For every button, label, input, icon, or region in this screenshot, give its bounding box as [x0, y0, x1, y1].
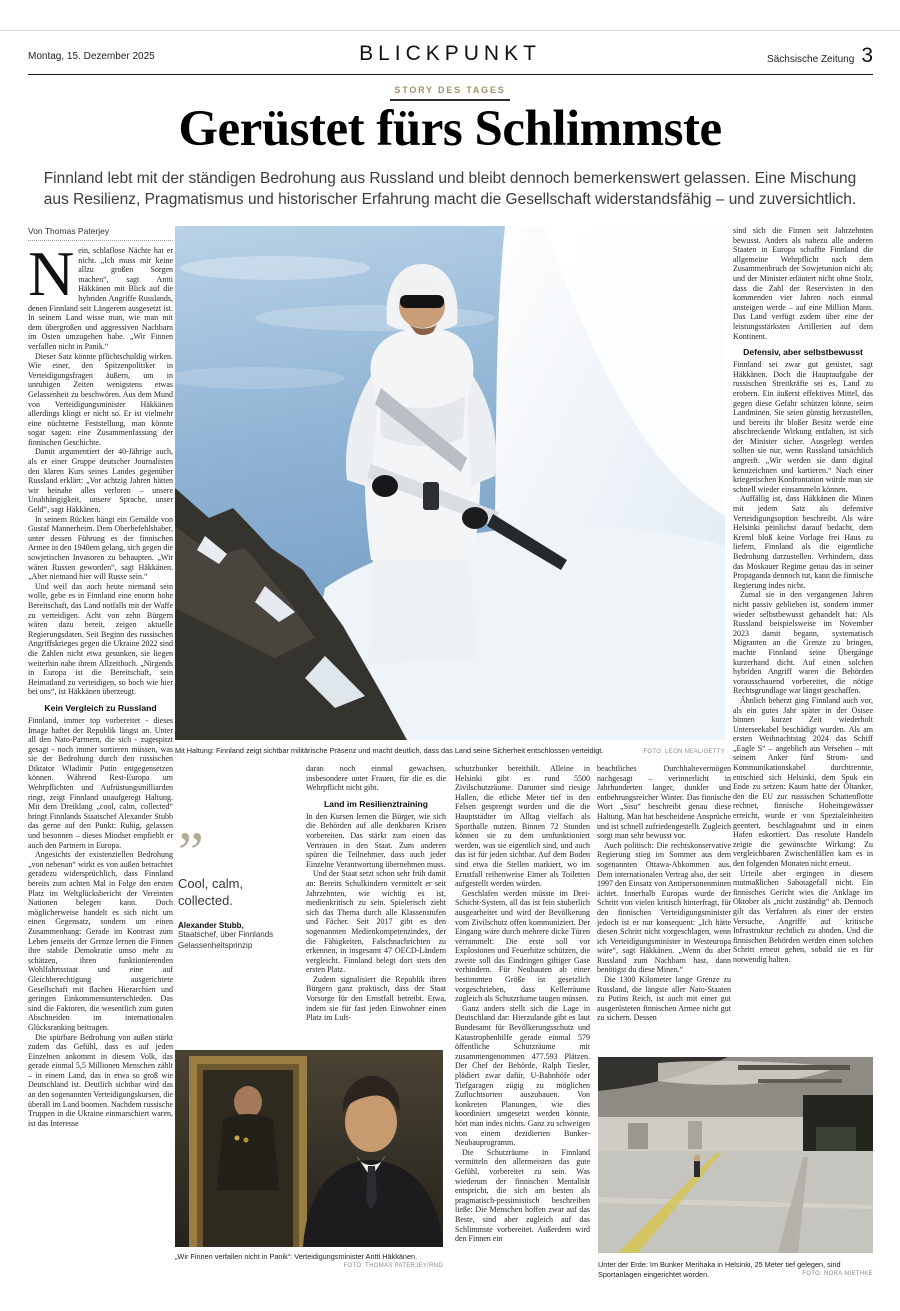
bunker-photo-caption [598, 1260, 873, 1279]
paragraph: Die 1300 Kilometer lange Grenze zu Russland, die längste aller Nato-Staaten zu Putins Reich, ist auch mit einer gut ausgerüsteten finnischen Armee nicht gut zu sichern. Dessen [597, 975, 731, 1023]
drop-cap: N [28, 246, 75, 309]
header-rule [28, 74, 873, 75]
paragraph: beachtliches Durchhaltevermögen nachgesagt – verinnerlicht in Jahrhunderten langer, dunkler und entbehrungsreicher Winter. Das finnische Wort „Sisu“ beschreibt genau diese Haltung. Man hat bescheidene Ansprüche und ist schnell zufriedengestellt. Zugleich sorgt man sehr bewusst vor. [597, 764, 731, 841]
paragraph: Zumal sie in den vergangenen Jahren nicht passiv geblieben ist, sondern immer wieder selbstbewusst gehandelt hat: Als Russland beispielsweise im November 2023 damit begann, systematisch Migranten an die Grenze zu bringen, machte Finnland seine Übergänge kurzerhand dicht. Auf einen solchen hybriden Angriff waren die Behörden vorausschauend vorbereitet, die nötige Rechtsgrundlage war längst geschaffen. [733, 590, 873, 696]
quote-author-role: Staatschef, über Finnlands Gelassenheitsprinzip [178, 930, 274, 950]
text-column-6 [733, 226, 873, 1050]
section-subhead: Defensiv, aber selbstbewusst [743, 347, 863, 358]
soldier-illustration [175, 226, 725, 740]
deck: Finnland lebt mit der ständigen Bedrohung aus Russland und bleibt dennoch bemerkenswert gelassen. Eine Mischung aus Resilienz, Pragmatismus und historischer Erfahrung macht die Gesellschaft widerstandsfähig – und zuversichtlich. [43, 170, 857, 208]
quote-mark-icon: ” [178, 820, 201, 885]
page-edge-rule [0, 30, 900, 31]
text-column-5 [597, 764, 731, 1050]
paragraph: Finnland sei zwar gut gerüstet, sagt Häkkänen. Doch die Hauptaufgabe der russischen Streitkräfte sei es, Land zu erobern. Ein äußerst effektives Mittel, das gegen diese Gefahr schützen könne, seien Landminen. Sie seien günstig herzustellen, und bereits ihr bloßer Besitz werde eine abschreckende Wirkung entfalten, ist sich der Minister sicher. Ausgelegt werden sollten sie nur, wenn Russland tatsächlich angreift. „Wir werden sie dann digital kennzeichnen und kartieren.“ Nach einer kriegerischen Konfrontation würde man sie schnell wieder einsammeln können. [733, 360, 873, 494]
paragraph: Nein, schlaflose Nächte hat er nicht. „Ich muss mir keine allzu großen Sorgen machen“, sagt Antti Häkkänen mit Blick auf die hybriden Angriffe Russlands, denen Finnland seit Längerem ausgesetzt ist. In seinem Land wisse man, wie man mit dem übergroßen und aggressiven Nachbarn im Osten umzugehen habe. „Wir Finnen verfallen nicht in Panik.“ [28, 246, 173, 351]
paragraph: Und weil das auch heute niemand sein wolle, gebe es in Finnland eine enorm hohe Bereitschaft, das Land notfalls mit der Waffe zu verteidigen. Acht von zehn Bürgern wären dazu bereit, zeigen aktuelle Regierungsdaten. Seit Beginn des russischen Angriffskrieges gegen die Ukraine 2022 sind die Zahlen nicht etwa gesunken, sie liegen weiterhin nahe ihrem Allzeithoch. „Nirgends in Europa ist die Bereitschaft, sein Heimatland zu verteidigen, so hoch wie hier bei uns“, ist Häkkänen überzeugt. [28, 581, 173, 697]
paragraph: Angesichts der existenziellen Bedrohung „von nebenan“ wirkt es von außen betrachtet geradezu widersprüchlich, dass Finnland bereits zum achten Mal in Folge den ersten Platz im Weltglücksbericht der Vereinten Nationen belegen kann. Doch möglicherweise handelt es sich nicht um einen Gegensatz, sondern um einen Zusammenhang: Gerade im Kontrast zum Leben jenseits der Grenze lernen die Finnen ihre stabile Demokratie umso mehr zu schätzen, ihren funktionierenden Wohlfahrtsstaat und eine auf Gleichberechtigung ausgerichtete Gesellschaft mit flachen Hierarchien und geringen Einkommensunterschieden. Das sind die Faktoren, die wesentlich zum guten Abschneiden im internationalen Glücksranking beitragen. [28, 850, 173, 1032]
header-date: Montag, 15. Dezember 2025 [28, 51, 155, 62]
caption-text: Unter der Erde: Im Bunker Merihaka in Helsinki, 25 Meter tief gelegen, sind Sportanlagen eingerichtet worden. [598, 1260, 841, 1279]
text-column-3 [306, 764, 446, 1048]
quote-text: Cool, calm, collected. [178, 876, 244, 908]
paragraph: Auch politisch: Die rechtskonservative Regierung stieg im Sommer aus dem sogenannten Ottawa-Abkommen aus. Dem internationalen Vertrag also, der seit 1997 den Einsatz von Antipersonenminen ächtet. Innerhalb Europas wurde der Schritt von vielen kritisch hinterfragt, für den finnischen Verteidigungsminister jedoch ist er nur konsequent: „Ich hätte diesen Schritt nicht vorgeschlagen, wenn ich Verteidigungsminister in Westeuropa wäre“, sagt Häkkänen. „Wenn du aber Russland zum Nachbarn hast, dann benötigst du diese Minen.“ [597, 840, 731, 975]
section-subhead: Land im Resilienztraining [323, 798, 429, 809]
paragraph: Die Schutzräume in Finnland vermitteln den allermeisten das gute Gefühl, vorbereitet zu sein. Was wiederum der finnischen Mentalität entspricht, die sich am besten als pragmatisch-pessimistisch beschreiben ließe: Die Menschen hoffen zwar auf das Beste, sind aber zugleich auf das Schlimmste vorbereitet. Außerdem wird den Finnen ein [455, 1147, 590, 1244]
paragraph: Zudem signalisiert die Republik ihren Bürgern ganz praktisch, dass der Staat Vorsorge für den Ernstfall betreibt. Etwa, indem sie für fast jeden Einwohner einen Platz im Luft- [306, 974, 446, 1023]
byline: Von Thomas Paterjey [28, 226, 173, 241]
headline: Gerüstet fürs Schlimmste [178, 101, 722, 157]
main-photo-soldier [175, 226, 725, 740]
caption-text: „Wir Finnen verfallen nicht in Panik“: Verteidigungsminister Antti Häkkänen. [175, 1252, 418, 1261]
paragraph: Auffällig ist, dass Häkkänen die Minen mit jedem Satz als defensive Verteidigungsoption beschreibt. Als wäre Helsinki peinlichst darauf bedacht, dem Kreml bloß keine Vorlage frei Haus zu liefern, Finnland als die eigentliche Bedrohung darzustellen. Verhindern, dass das Moskauer Regime genau das in seiner Propaganda dennoch tut, kann die finnische Regierung indes nicht. [733, 494, 873, 590]
section-subhead: Kein Vergleich zu Russland [44, 702, 157, 713]
minister-photo [175, 1050, 443, 1247]
minister-illustration [175, 1050, 443, 1247]
paragraph: In seinem Rücken hängt ein Gemälde von Gustaf Mannerheim. Dem Oberbefehlshaber, unter dessen Führung es der finnischen Armee in den 1940ern gelang, sich gegen die sowjetischen Invasoren zu behaupten. „Wir wären Russen geworden“, sagt Häkkänen. „Aber niemand hier will Russe sein.“ [28, 514, 173, 582]
caption-text: Mit Haltung: Finnland zeigt sichtbar militärische Präsenz und macht deutlich, dass das Land seine Sicherheit entschlossen verteidigt. [175, 746, 604, 755]
kicker: STORY DES TAGES [394, 85, 506, 95]
paragraph: Und der Staat setzt schon sehr früh damit an: Bereits Schulkindern vermittelt er seit Jahrzehnten, wie wichtig es ist, medienkritisch zu sein. Spielerisch zieht sich das Thema durch alle Klassenstufen und Fächer. Seit 2017 gibt es den sogenannten Medienkompetenzindex, der die Fähigkeiten, Falschnachrichten zu erkennen, in insgesamt 47 OECD-Ländern vergleicht. Finnland belegt dort stets den ersten Platz. [306, 869, 446, 975]
paragraph: daran noch einmal gewachsen, insbesondere unter Frauen, für die es die Wehrpflicht nicht gibt. [306, 764, 446, 793]
page-number: 3 [861, 44, 873, 67]
text-column-1 [28, 246, 173, 1308]
pull-quote [178, 820, 300, 951]
section-title: BLICKPUNKT [359, 42, 541, 65]
paragraph: Ganz anders stellt sich die Lage in Deutschland dar: Hierzulande gibt es laut Bundesamt für Bevölkerungsschutz und Katastrophenhilfe gerade einmal 579 öffentliche Schutzräume mit zusammengenommen 477.593 Plätzen. Der Chef der Behörde, Ralph Tiesler, plädiert zwar dafür, U-Bahnhöfe oder Tiefgaragen zügig zu möglichen Zufluchtsorten auszubauen. Von konkreten Planungen, wie dies koordiniert umgesetzt werden könnte, hört man indes nichts. Ganz zu schweigen von einem dezidierten Bunker-Neubauprogramm. [455, 1003, 590, 1148]
quote-author: Alexander Stubb, [178, 921, 244, 930]
minister-photo-caption [175, 1252, 443, 1269]
bunker-photo [598, 1057, 873, 1253]
paragraph: In den Kursen lernen die Bürger, wie sich die Behörden auf alle denkbaren Krisen vorbereiten. Das stärkt zum einen das Vertrauen in den Staat. Zum anderen spüren die Teilnehmer, dass auch jeder Einzelne Verantwortung übernehmen muss. [306, 811, 446, 869]
bunker-illustration [598, 1057, 873, 1253]
paragraph: Finnland, immer top vorbereitet - dieses Image haftet der Republik längst an. Unter all den Nato-Partnern, die sich - zugespitzt gesagt - noch immer sortieren müssen, was sie der Bedrohung durch den russischen Diktator Wladimir Putin entgegensetzen können. Während Rest-Europa um Wehrpflichten und Aufrüstungsmilliarden ringt, zeigt Finnland unaufgeregt Haltung. Mit dem Dreiklang „cool, calm, collected“ bringt Finnlands Staatschef Alexander Stubb das gerne auf den Punkt: Ruhig, gelassen und besonnen – dieses Mindset empfiehlt er auch den Partnern in Europa. [28, 715, 173, 850]
paragraph: schutzbunker bereithält. Alleine in Helsinki gibt es rund 5500 Zivilschutzräume. Darunter sind riesige Hallen, die etliche Meter tief in den Felsen gesprengt wurden und die die Hauptstädter im Alltag vielfach als Sporthalle nutzen. Binnen 72 Stunden können sie zu dem umfunktioniert werden, was sie eigentlich sind, und auch das ist für jeden sichtbar. Auf dem Boden sind etwa die Stellen markiert, wo im Ernstfall reihenweise Eimer als Toiletten aufgestellt werden würden. [455, 764, 590, 889]
photo-credit: FOTO: THOMAS PATERJEY/RND [343, 1263, 443, 1269]
header-right [767, 44, 873, 68]
paragraph: Ähnlich beherzt ging Finnland auch vor, als ein gutes Jahr später in der Ostsee binnen kurzer Zeit wiederholt Unterseekabel beschädigt wurden. Als am ersten Weihnachtstag 2024 das Schiff „Eagle S“ – angeblich aus Versehen – mit seinem Anker fünf Strom- und Kommunikationskabel durchtrennte, entschied sich Helsinki, dem Spuk ein Ende zu setzen: Kaum hatte der Öltanker, den die EU zur russischen Schattenflotte rechnet, finnische Hoheitsgewässer erreicht, wurde er von Spezialeinheiten geentert, beschlagnahmt und in einen Hafen eskortiert. Das resolute Handeln zeigte die gewünschte Wirkung: Zu vergleichbaren Zwischenfällen kam es in den folgenden Monaten nicht erneut. [733, 695, 873, 868]
paragraph: Dieser Satz könnte pflichtschuldig wirken. Wie einer, den Spitzenpolitiker in Verteidigungsfragen äußern, um in unruhigen Zeiten wenigstens etwas Gelassenheit zu beschwören. Aus dem Mund von Verteidigungsminister Häkkänen allerdings klingt er nicht so. Er ist vielmehr eine nüchterne Feststellung, man könnte sogar sagen: eine Zusammenfassung der finnischen Geschichte. [28, 351, 173, 447]
paragraph: Damit argumentiert der 40-Jährige auch, als er einer Gruppe deutscher Journalisten den klaren Kurs seines Landes gegenüber Russland erklärt: „Vor achtzig Jahren hätten wir beinahe alles verloren – unsere Unabhängigkeit, unsere Sprache, unser Geld“, sagt Häkkänen. [28, 447, 173, 515]
text-column-4 [455, 764, 590, 1282]
paragraph: sind sich die Finnen seit Jahrzehnten bewusst. Anders als nahezu alle anderen Staaten in Europa schaffte Finnland die allgemeine Wehrpflicht nach dem Zusammenbruch der Sowjetunion nicht ab; und der Minister erläutert nicht ohne Stolz, dass die Zahl der Reservisten in den kommenden vier Jahren noch einmal ansteigen werde – auf eine Million Mann. Das Land verfügt zudem über eine der leistungsstärksten Artillerien auf dem Kontinent. [733, 226, 873, 341]
paragraph: Urteile aber ergingen in diesem mutmaßlichen Sabotagefall nicht. Ein finnisches Gericht wies die Anklage im Oktober als „nicht zuständig“ ab. Dennoch gilt das Verfahren als einer der ersten Versuche, Angriffe auf kritische Infrastruktur rechtlich zu ahnden. Und die finnischen Behörden werden einen solchen Schritt erneut gehen, sobald sie es für notwendig halten. [733, 868, 873, 964]
main-photo-caption [175, 746, 725, 758]
photo-credit: FOTO: LEON NEAL/GETTY [643, 749, 725, 755]
photo-credit: FOTO: NORA MIETHKE [802, 1271, 873, 1277]
paragraph: Geschlafen werden müsste im Drei-Schicht-System, all das ist fein säuberlich ausgearbeitet und wird der Bevölkerung vom Zivilschutz offen kommuniziert. Der Eingang wäre durch mehrere dicke Türen verrammelt: Die erste soll vor Explosionen und Feuerhitze schützen, die zweite soll das Eindringen giftiger Gase verhindern. Für Neubauten ab einer bestimmten Größe ist gesetzlich vorgeschrieben, dass Kellerräume zugleich als Schutzräume taugen müssen. [455, 888, 590, 1004]
paper-name: Sächsische Zeitung [767, 54, 855, 65]
paragraph: Die spürbare Bedrohung von außen stärkt zudem das Gefühl, dass es auf jeden Einzelnen ankommt in diesem Volk, das gerade einmal 5,5 Millionen Menschen zählt – in einem Land, das in etwa so groß wie Deutschland ist. Deutlich sichtbar wird das an den sogenannten Verteidigungskursen, die überall im Land boomen. Nachdem russische Truppen in die Ukraine einmarschiert waren, ist das Interesse [28, 1032, 173, 1128]
